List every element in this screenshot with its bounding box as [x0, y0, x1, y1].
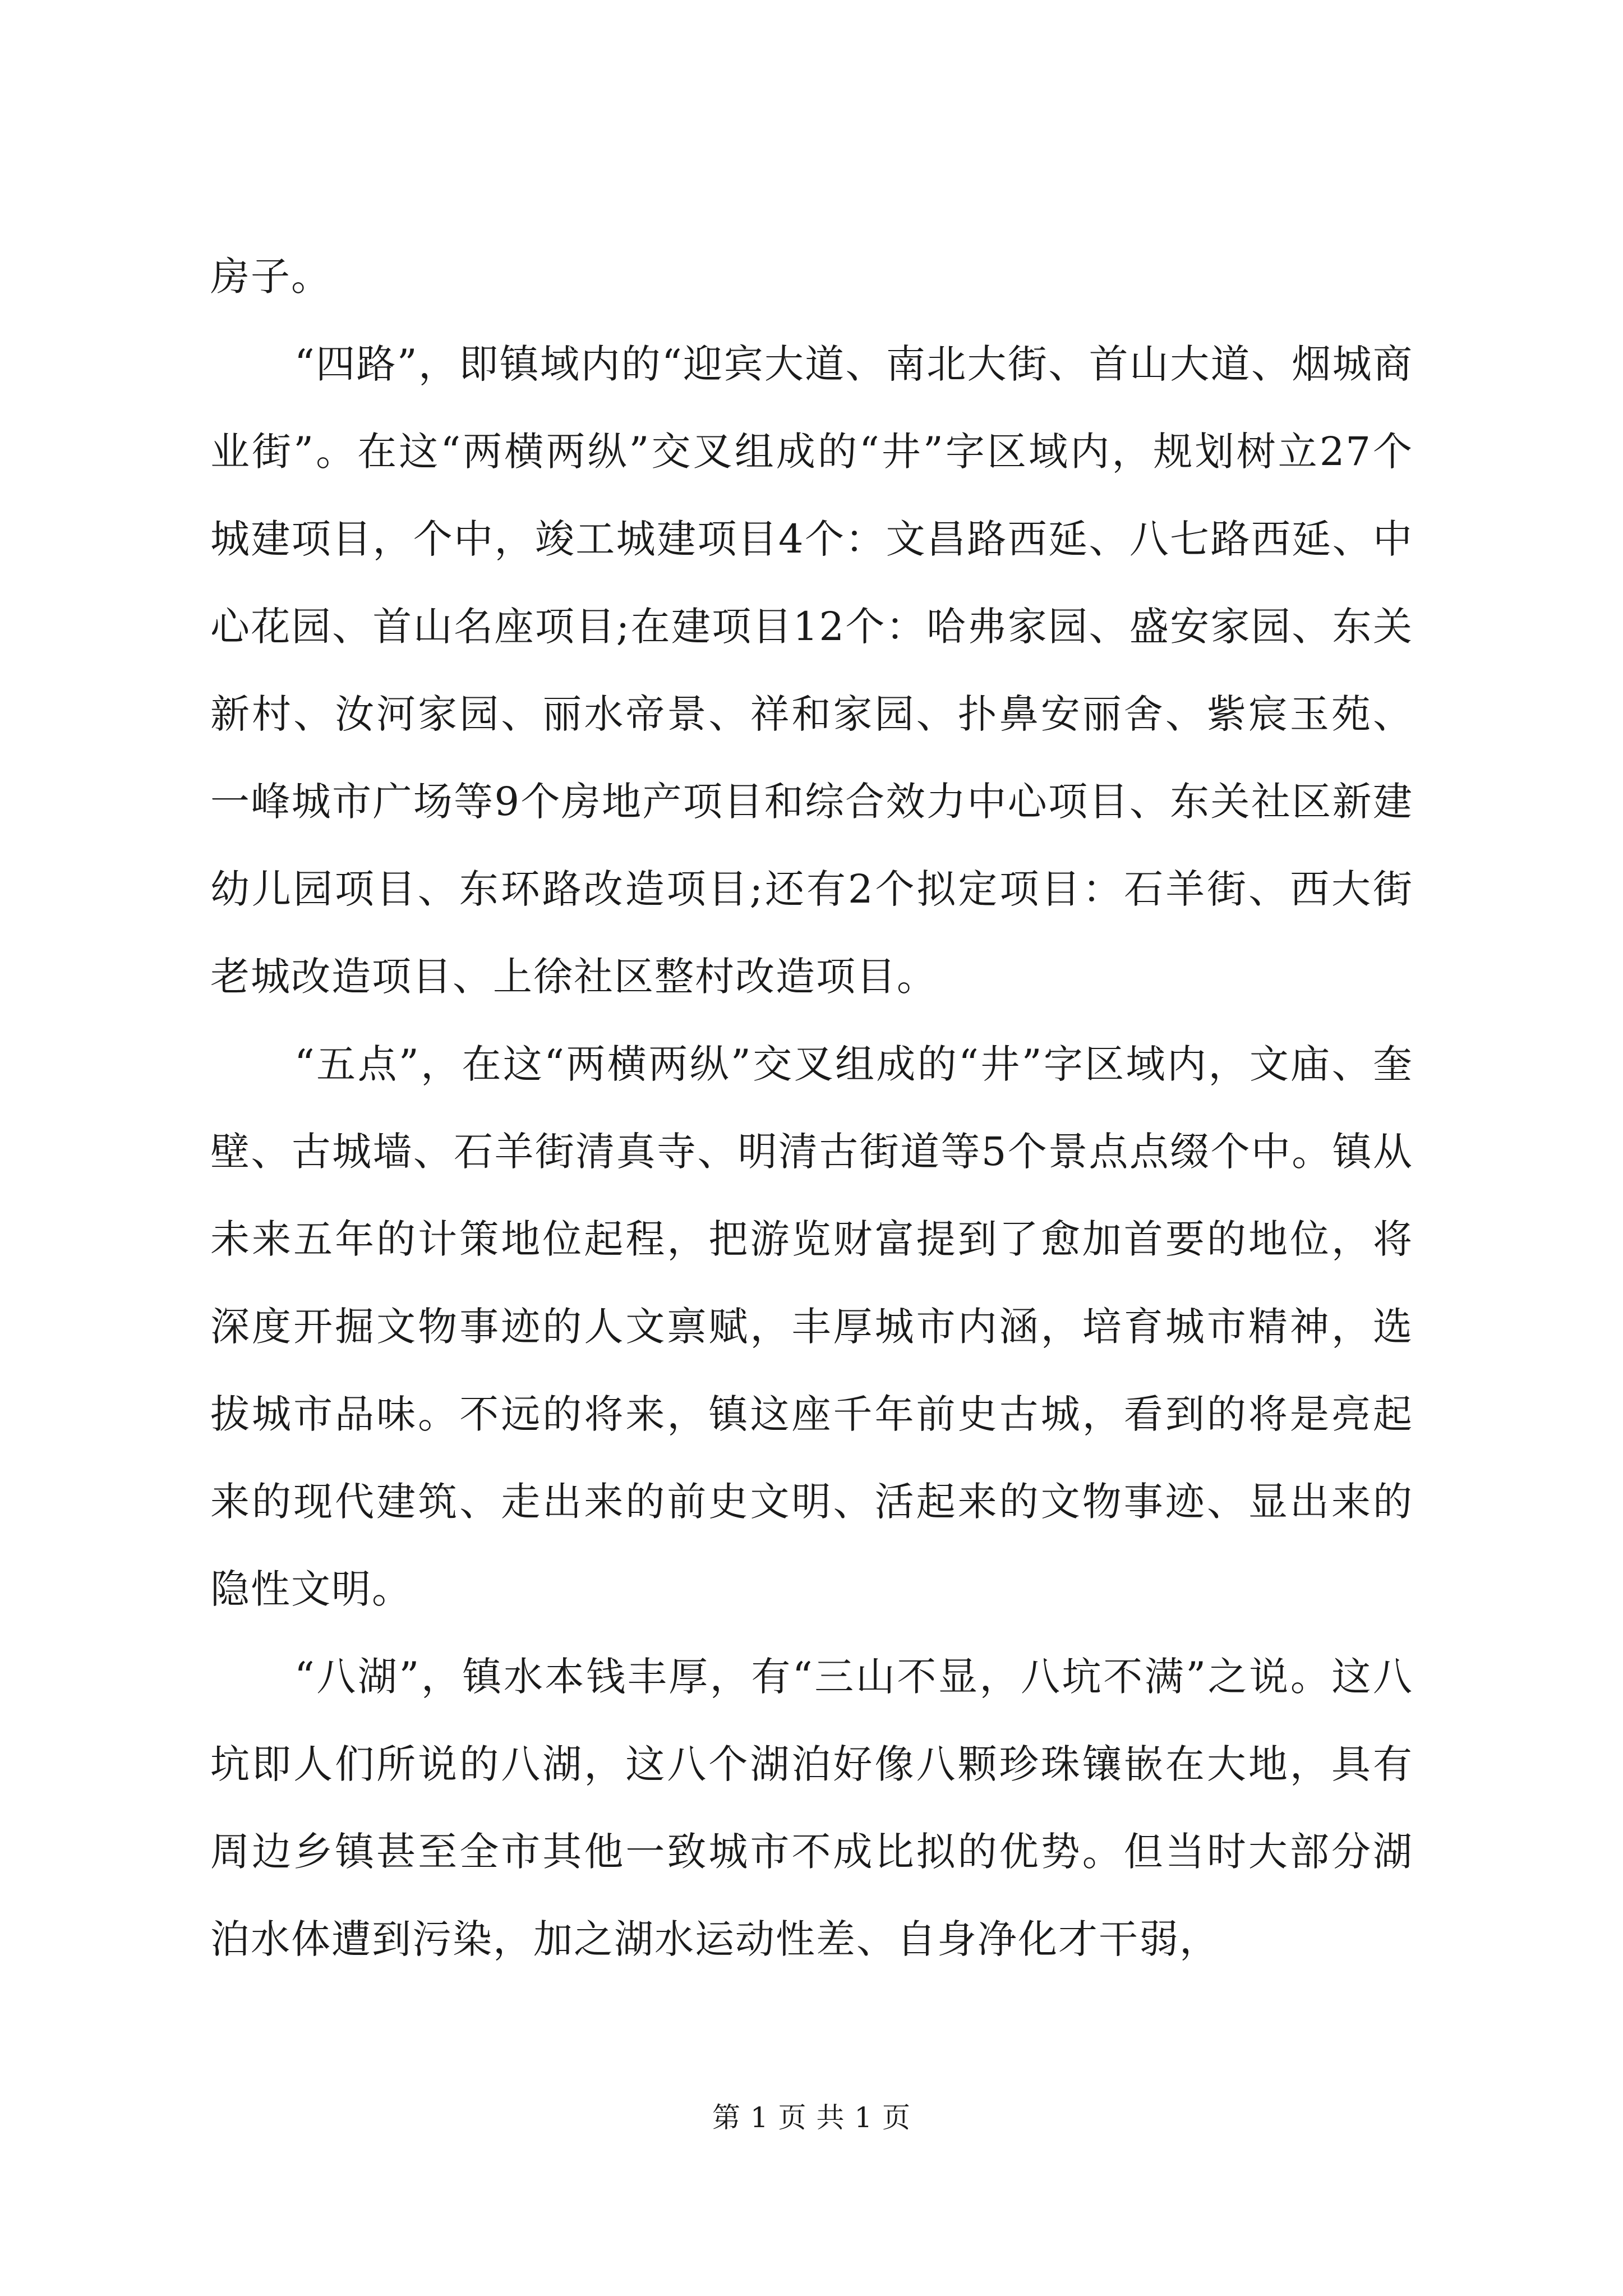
paragraph-ba-hu: “八湖”，镇水本钱丰厚，有“三山不显，八坑不满”之说。这八坑即人们所说的八湖，这八个湖泊好像八颗珍珠镶嵌在大地，具有周边乡镇甚至全市其他一致城市不成比拟的优势。但当时大部分湖泊水体遭到污染，加之湖水运动性差、自身净化才干弱， — [210, 1654, 1413, 1962]
document-body — [210, 233, 1413, 1983]
paragraph-si-lu: “四路”，即镇域内的“迎宾大道、南北大街、首山大道、烟城商业街”。在这“两横两纵”交叉组成的“井”字区域内，规划树立27个城建项目，个中，竣工城建项目4个：文昌路西延、八七路西延、中心花园、首山名座项目;在建项目12个：哈弗家园、盛安家园、东关新村、汝河家园、丽水帝景、祥和家园、扑鼻安丽舍、紫宸玉苑、一峰城市广场等9个房地产项目和综合效力中心项目、东关社区新建幼儿园项目、东环路改造项目;还有2个拟定项目：石羊街、西大街老城改造项目、上徐社区整村改造项目。 — [210, 341, 1413, 1000]
page-footer: 第 1 页 共 1 页 — [712, 2101, 911, 2134]
paragraph-continuation: 房子。 — [210, 254, 331, 300]
paragraph-wu-dian: “五点”，在这“两横两纵”交叉组成的“井”字区域内，文庙、奎壁、古城墙、石羊街清真寺、明清古街道等5个景点点缀个中。镇从未来五年的计策地位起程，把游览财富提到了愈加首要的地位，将深度开掘文物事迹的人文禀赋，丰厚城市内涵，培育城市精神，选拔城市品味。不远的将来，镇这座千年前史古城，看到的将是亮起来的现代建筑、走出来的前史文明、活起来的文物事迹、显出来的隐性文明。 — [210, 1041, 1413, 1612]
